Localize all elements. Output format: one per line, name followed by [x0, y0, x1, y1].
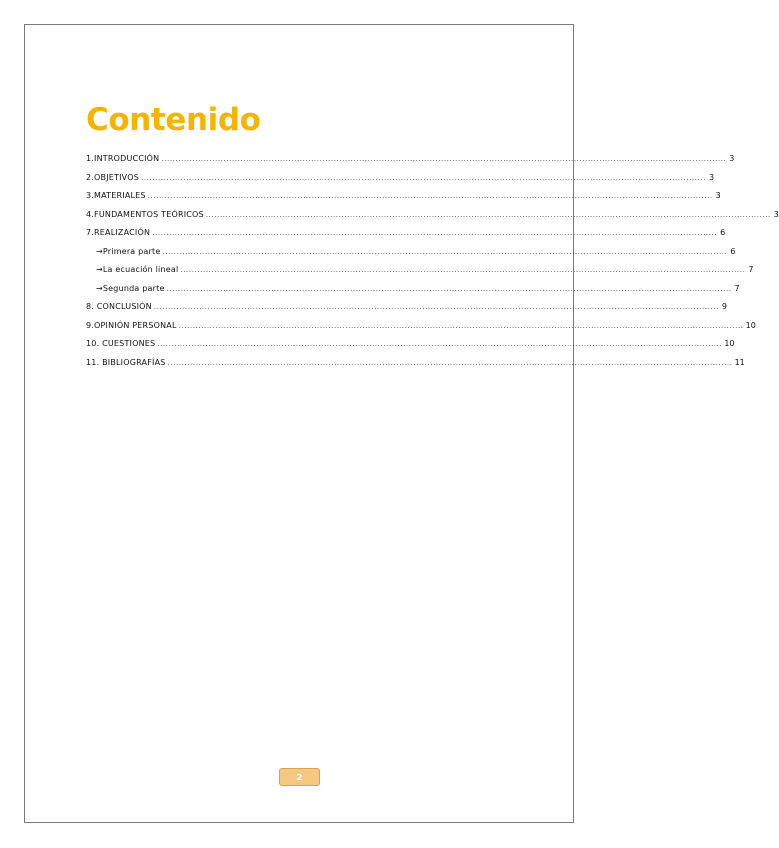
toc-entry-label: →La ecuación lineal	[96, 265, 179, 274]
toc-dot-leader: ........................................................................................................................................................................................................	[157, 340, 723, 348]
toc-dot-leader: ........................................................................................................................................................................................................	[180, 266, 746, 274]
toc-entry-page: 3	[773, 209, 779, 219]
toc-dot-leader: ........................................................................................................................................................................................................	[152, 229, 718, 237]
toc-entry-label: 9.OPINIÓN PERSONAL	[86, 320, 177, 330]
toc-entry-label: →Segunda parte	[96, 283, 165, 293]
toc-entry-page: 6	[720, 228, 726, 237]
toc-entry[interactable]	[86, 169, 715, 188]
toc-list	[86, 150, 779, 372]
toc-entry-label: 11. BIBLIOGRAFÍAS	[86, 357, 166, 367]
page-border	[24, 24, 574, 823]
toc-entry[interactable]	[86, 354, 745, 373]
toc-entry-label: 4.FUNDAMENTOS TEÓRICOS	[86, 209, 204, 219]
toc-entry[interactable]	[86, 150, 735, 169]
toc-dot-leader: ........................................................................................................................................................................................................	[147, 192, 713, 200]
toc-entry-page: 11	[734, 357, 745, 367]
toc-entry-page: 3	[729, 154, 735, 163]
toc-dot-leader: ........................................................................................................................................................................................................	[162, 247, 728, 256]
toc-entry-label: 3.MATERIALES	[86, 191, 146, 200]
toc-entry[interactable]	[86, 335, 735, 354]
toc-entry[interactable]	[86, 261, 754, 280]
toc-dot-leader: ........................................................................................................................................................................................................	[161, 155, 727, 163]
toc-title: Contenido	[86, 102, 261, 138]
toc-dot-leader: ........................................................................................................................................................................................................	[167, 358, 733, 367]
toc-entry-page: 10	[724, 339, 735, 348]
toc-entry-page: 6	[730, 246, 736, 256]
toc-dot-leader: ........................................................................................................................................................................................................	[205, 210, 771, 219]
toc-entry-page: 7	[748, 265, 754, 274]
toc-entry-page: 7	[734, 283, 740, 293]
toc-entry-page: 9	[721, 302, 727, 311]
toc-dot-leader: ........................................................................................................................................................................................................	[166, 284, 732, 293]
toc-entry[interactable]	[86, 206, 779, 225]
toc-entry-page: 10	[745, 320, 756, 330]
toc-entry-label: →Primera parte	[96, 246, 161, 256]
page-number: 2	[296, 772, 303, 782]
toc-entry-label: 7.REALIZACIÓN	[86, 228, 151, 237]
toc-dot-leader: ........................................................................................................................................................................................................	[153, 303, 719, 311]
toc-entry-page: 3	[715, 191, 721, 200]
toc-entry-label: 2.OBJETIVOS	[86, 172, 139, 182]
toc-dot-leader: ........................................................................................................................................................................................................	[141, 173, 707, 182]
toc-entry[interactable]	[86, 187, 721, 206]
toc-entry-label: 10. CUESTIONES	[86, 339, 156, 348]
toc-entry[interactable]	[86, 243, 736, 262]
toc-entry[interactable]	[86, 317, 756, 336]
toc-entry-page: 3	[708, 172, 715, 182]
toc-entry[interactable]	[86, 224, 726, 243]
toc-dot-leader: ........................................................................................................................................................................................................	[178, 321, 744, 330]
toc-entry-label: 1.INTRODUCCIÓN	[86, 154, 160, 163]
toc-entry[interactable]	[86, 298, 727, 317]
toc-entry-label: 8. CONCLUSIÓN	[86, 302, 152, 311]
page-number-tab	[279, 768, 320, 786]
toc-entry[interactable]	[86, 280, 740, 299]
